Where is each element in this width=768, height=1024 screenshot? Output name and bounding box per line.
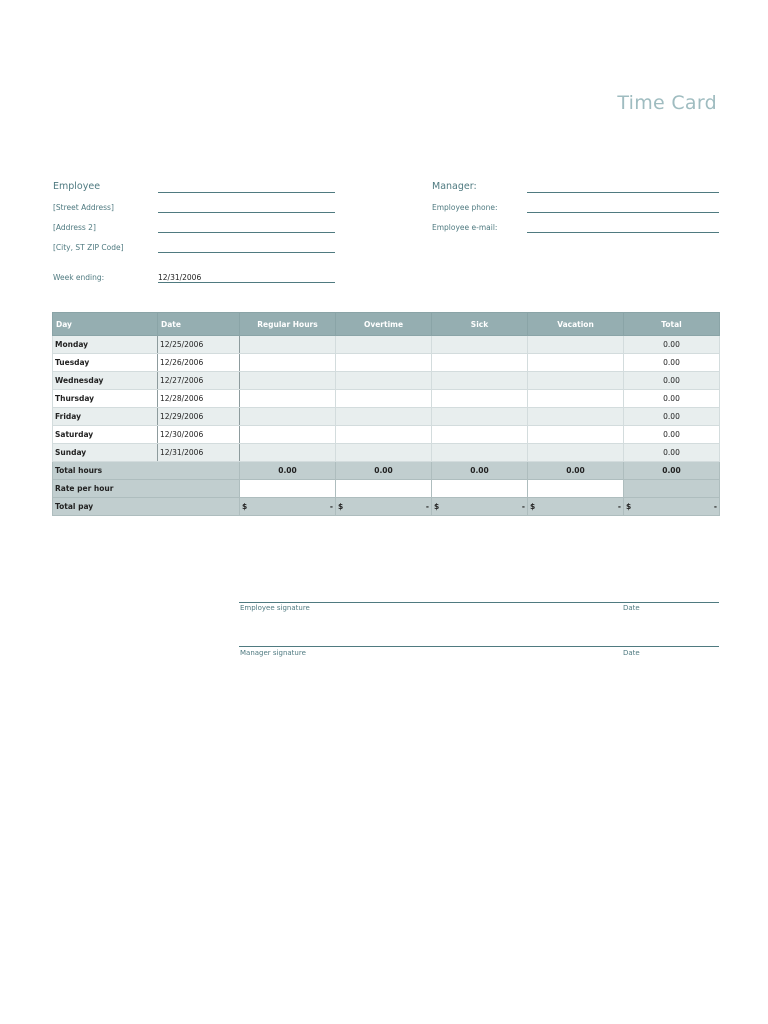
employee-signature-label: Employee signature — [240, 604, 310, 612]
row-total-cell: 0.00 — [624, 372, 720, 390]
week-ending-label: Week ending: — [53, 273, 105, 282]
overtime-cell[interactable] — [336, 444, 432, 462]
overtime-cell[interactable] — [336, 390, 432, 408]
city-field[interactable] — [158, 252, 335, 253]
currency-symbol: $ — [626, 502, 632, 511]
employee-email-field[interactable] — [527, 232, 719, 233]
total-overtime: 0.00 — [336, 462, 432, 480]
regular-hours-cell[interactable] — [240, 408, 336, 426]
pay-value: - — [713, 502, 717, 511]
overtime-cell[interactable] — [336, 408, 432, 426]
rate-overtime-input[interactable] — [336, 480, 432, 498]
col-header-day: Day — [53, 313, 158, 336]
table-row — [53, 372, 720, 390]
regular-hours-cell[interactable] — [240, 390, 336, 408]
rate-regular-input[interactable] — [240, 480, 336, 498]
vacation-cell[interactable] — [528, 372, 624, 390]
row-total-cell: 0.00 — [624, 354, 720, 372]
regular-hours-cell[interactable] — [240, 426, 336, 444]
sick-cell[interactable] — [432, 408, 528, 426]
total-pay-label: Total pay — [53, 498, 240, 516]
row-total-cell: 0.00 — [624, 336, 720, 354]
col-header-sick: Sick — [432, 313, 528, 336]
vacation-cell[interactable] — [528, 444, 624, 462]
employee-phone-field[interactable] — [527, 212, 719, 213]
sick-cell[interactable] — [432, 390, 528, 408]
pay-regular-cell — [240, 498, 336, 516]
col-header-vacation: Vacation — [528, 313, 624, 336]
employee-email-label: Employee e-mail: — [432, 223, 498, 232]
date-cell[interactable]: 12/31/2006 — [158, 444, 240, 462]
table-row — [53, 408, 720, 426]
currency-symbol: $ — [338, 502, 344, 511]
week-ending-value[interactable]: 12/31/2006 — [158, 273, 202, 282]
regular-hours-cell[interactable] — [240, 444, 336, 462]
table-row — [53, 336, 720, 354]
row-total-cell: 0.00 — [624, 408, 720, 426]
total-regular-hours: 0.00 — [240, 462, 336, 480]
sick-cell[interactable] — [432, 426, 528, 444]
sick-cell[interactable] — [432, 336, 528, 354]
row-total-cell: 0.00 — [624, 444, 720, 462]
day-cell: Friday — [53, 408, 158, 426]
day-cell: Sunday — [53, 444, 158, 462]
table-row — [53, 444, 720, 462]
row-total-cell: 0.00 — [624, 426, 720, 444]
col-header-regular-hours: Regular Hours — [240, 313, 336, 336]
vacation-cell[interactable] — [528, 408, 624, 426]
street-address-field[interactable] — [158, 212, 335, 213]
rate-per-hour-row — [53, 480, 720, 498]
week-ending-field — [158, 282, 335, 283]
overtime-cell[interactable] — [336, 426, 432, 444]
rate-per-hour-label: Rate per hour — [53, 480, 240, 498]
date-cell[interactable]: 12/26/2006 — [158, 354, 240, 372]
sick-cell[interactable] — [432, 354, 528, 372]
sick-cell[interactable] — [432, 444, 528, 462]
col-header-total: Total — [624, 313, 720, 336]
vacation-cell[interactable] — [528, 336, 624, 354]
pay-sick-cell — [432, 498, 528, 516]
timecard-table — [52, 312, 720, 516]
table-row — [53, 390, 720, 408]
date-cell[interactable]: 12/30/2006 — [158, 426, 240, 444]
pay-total-cell — [624, 498, 720, 516]
employee-signature-date-label: Date — [623, 604, 640, 612]
table-row — [53, 426, 720, 444]
vacation-cell[interactable] — [528, 426, 624, 444]
pay-value: - — [329, 502, 333, 511]
col-header-overtime: Overtime — [336, 313, 432, 336]
currency-symbol: $ — [434, 502, 440, 511]
overtime-cell[interactable] — [336, 354, 432, 372]
day-cell: Saturday — [53, 426, 158, 444]
manager-signature-label: Manager signature — [240, 649, 306, 657]
vacation-cell[interactable] — [528, 354, 624, 372]
total-hours-row — [53, 462, 720, 480]
rate-total-cell — [624, 480, 720, 498]
currency-symbol: $ — [242, 502, 248, 511]
date-cell[interactable]: 12/29/2006 — [158, 408, 240, 426]
total-all-hours: 0.00 — [624, 462, 720, 480]
vacation-cell[interactable] — [528, 390, 624, 408]
day-cell: Wednesday — [53, 372, 158, 390]
rate-vacation-input[interactable] — [528, 480, 624, 498]
sick-cell[interactable] — [432, 372, 528, 390]
day-cell: Monday — [53, 336, 158, 354]
employee-field[interactable] — [158, 192, 335, 193]
total-hours-label: Total hours — [53, 462, 240, 480]
pay-value: - — [521, 502, 525, 511]
table-header-row — [53, 313, 720, 336]
address2-label: [Address 2] — [53, 223, 96, 232]
manager-signature-date-label: Date — [623, 649, 640, 657]
page-title: Time Card — [617, 92, 717, 114]
regular-hours-cell[interactable] — [240, 336, 336, 354]
date-cell[interactable]: 12/28/2006 — [158, 390, 240, 408]
employee-signature-line[interactable] — [239, 602, 719, 603]
manager-label: Manager: — [432, 181, 477, 192]
total-vacation: 0.00 — [528, 462, 624, 480]
pay-value: - — [425, 502, 429, 511]
employee-label: Employee — [53, 181, 101, 192]
total-sick: 0.00 — [432, 462, 528, 480]
employee-phone-label: Employee phone: — [432, 203, 498, 212]
manager-field[interactable] — [527, 192, 719, 193]
pay-vacation-cell — [528, 498, 624, 516]
rate-sick-input[interactable] — [432, 480, 528, 498]
currency-symbol: $ — [530, 502, 536, 511]
manager-signature-line[interactable] — [239, 646, 719, 647]
regular-hours-cell[interactable] — [240, 354, 336, 372]
city-label: [City, ST ZIP Code] — [53, 243, 124, 252]
table-row — [53, 354, 720, 372]
date-cell[interactable]: 12/25/2006 — [158, 336, 240, 354]
date-cell[interactable]: 12/27/2006 — [158, 372, 240, 390]
row-total-cell: 0.00 — [624, 390, 720, 408]
regular-hours-cell[interactable] — [240, 372, 336, 390]
overtime-cell[interactable] — [336, 336, 432, 354]
col-header-date: Date — [158, 313, 240, 336]
pay-overtime-cell — [336, 498, 432, 516]
overtime-cell[interactable] — [336, 372, 432, 390]
day-cell: Tuesday — [53, 354, 158, 372]
street-address-label: [Street Address] — [53, 203, 114, 212]
pay-value: - — [617, 502, 621, 511]
total-pay-row — [53, 498, 720, 516]
address2-field[interactable] — [158, 232, 335, 233]
day-cell: Thursday — [53, 390, 158, 408]
